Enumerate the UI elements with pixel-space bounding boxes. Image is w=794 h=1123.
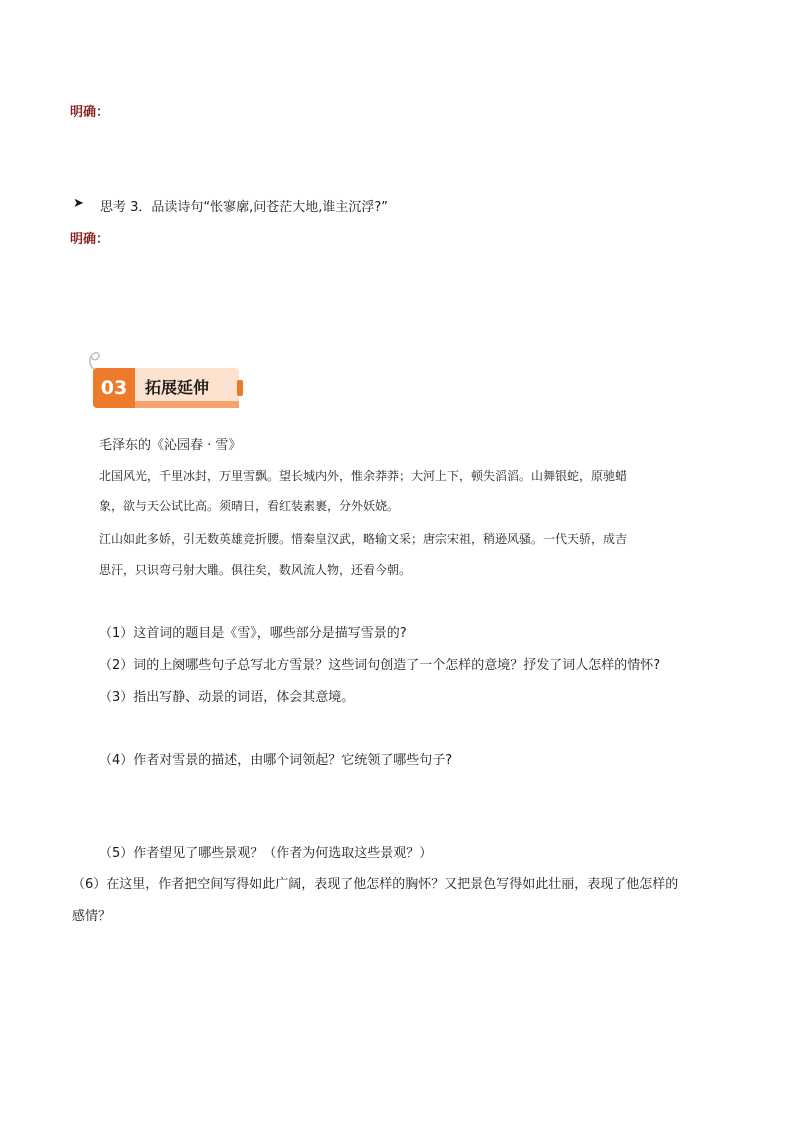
poem-line: 江山如此多娇，引无数英雄竞折腰。惜秦皇汉武，略输文采；唐宗宋祖，稍逊风骚。一代天骄，成吉 bbox=[99, 532, 628, 546]
badge-tab bbox=[237, 380, 243, 396]
question-5: （5）作者望见了哪些景观？（作者为何选取这些景观？） bbox=[99, 846, 433, 861]
answer-label-2: 明确： bbox=[70, 232, 110, 247]
section-number: 03 bbox=[93, 368, 135, 408]
section-badge bbox=[93, 368, 239, 408]
poem-line: 思汗，只识弯弓射大雕。俱往矣，数风流人物，还看今朝。 bbox=[99, 563, 412, 577]
question-4: （4）作者对雪景的描述，由哪个词领起？它统领了哪些句子? bbox=[99, 753, 453, 768]
answer-label-1: 明确： bbox=[70, 105, 110, 120]
think3-bullet: ➤ bbox=[73, 196, 84, 211]
poem-line: 象，欲与天公试比高。须晴日，看红装素裹，分外妖娆。 bbox=[99, 499, 400, 513]
badge-underline bbox=[135, 401, 239, 408]
question-2: （2）词的上阕哪些句子总写北方雪景？这些词句创造了一个怎样的意境？抒发了词人怎样的情怀? bbox=[99, 658, 661, 673]
question-6: （6）在这里，作者把空间写得如此广阔，表现了他怎样的胸怀？又把景色写得如此壮丽，表现了他怎样的 bbox=[72, 877, 679, 892]
question-6-continued: 感情？ bbox=[72, 909, 112, 924]
question-1: （1）这首词的题目是《雪》，哪些部分是描写雪景的? bbox=[99, 626, 407, 641]
think3-question: 思考 3．品读诗句“怅寥廓,问苍茫大地,谁主沉浮?” bbox=[100, 200, 389, 215]
poem-heading: 毛泽东的《沁园春 · 雪》 bbox=[99, 438, 242, 453]
section-title: 拓展延伸 bbox=[145, 378, 210, 397]
poem-line: 北国风光，千里冰封，万里雪飘。望长城内外，惟余莽莽；大河上下，顿失滔滔。山舞银蛇，原驰蜡 bbox=[99, 469, 628, 483]
question-3: （3）指出写静、动景的词语，体会其意境。 bbox=[99, 690, 355, 705]
